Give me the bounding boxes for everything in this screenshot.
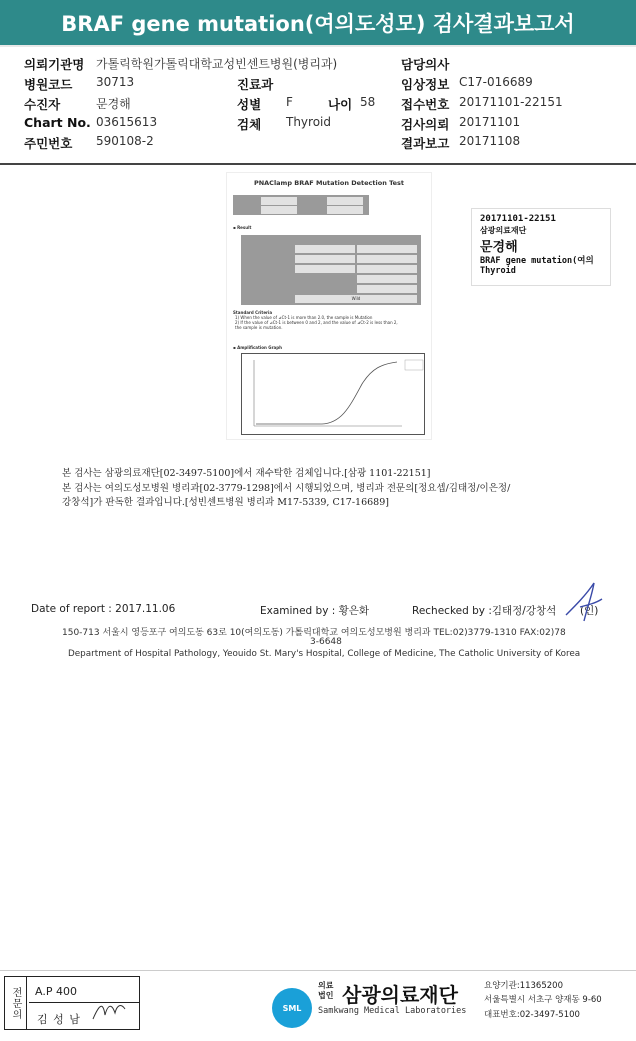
org-name: 삼광의료재단 — [342, 983, 458, 1007]
code-label: 병원코드 — [24, 77, 73, 92]
result-cell — [357, 265, 417, 273]
note-line: 본 검사는 여의도성모병원 병리과[02-3779-1298]에서 시행되었으며, 병리과 전문의[정요셉/김태정/이은정/ — [62, 482, 511, 494]
sticker-org: 삼광의료재단 — [480, 226, 527, 235]
examined-by: Examined by : 황은화 — [260, 605, 370, 617]
specialist-stamp — [4, 976, 140, 1030]
sticker-test: BRAF gene mutation(여의 — [480, 256, 594, 266]
sticker-number: 20171101-22151 — [480, 214, 556, 224]
rechecked-by: Rechecked by :김태정/강창석 — [412, 605, 557, 617]
org-address: 서울특별시 서초구 양재동 9-60 — [484, 995, 602, 1005]
org-english-name: Samkwang Medical Laboratories — [318, 1006, 467, 1016]
stamp-license: A.P 400 — [35, 985, 77, 998]
sample-id2-cell — [327, 206, 363, 214]
stamp-signature — [89, 995, 129, 1025]
hospital-address-cont: 3-6648 — [310, 637, 342, 647]
criteria-line: 1) When the value of ⊿Ct-1 is more than 2.0, the sample is Mutation — [235, 315, 373, 320]
request-label: 검사의뢰 — [401, 117, 450, 132]
specimen-label: 검체 — [237, 117, 262, 132]
criteria-line: the sample is mutation. — [235, 325, 283, 330]
result-cell — [295, 245, 355, 253]
clinical-label: 임상정보 — [401, 77, 450, 92]
result-value: 20171108 — [459, 134, 521, 148]
sex-label: 성별 — [237, 97, 262, 112]
criteria-line: 2) If the value of ⊿Ct-1 is between 0 and 2, and the value of ⊿Ct-2 is less than 2, — [235, 320, 398, 325]
receipt-label: 접수번호 — [401, 97, 450, 112]
stamp-side-label: 전문의 — [5, 977, 27, 1029]
doctor-label: 담당의사 — [401, 57, 450, 72]
clinical-value: C17-016689 — [459, 75, 533, 89]
criteria-header: Standard Criteria — [233, 310, 273, 315]
id-value: 590108-2 — [96, 134, 154, 148]
department-line: Department of Hospital Pathology, Yeouido St. Mary's Hospital, College of Medicine, The Catholic University of Korea — [68, 649, 581, 659]
stamp-name: 김 성 남 — [37, 1013, 81, 1026]
note-line: 강창석]가 판독한 결과입니다.[성빈센트병원 병리과 M17-5339, C17-16689] — [62, 497, 389, 508]
graph-header: ▪ Amplification Graph — [233, 345, 282, 350]
receipt-value: 20171101-22151 — [459, 95, 563, 109]
sample-id-cell — [327, 197, 363, 205]
hospital-address: 150-713 서울시 영등포구 여의도동 63로 10(여의도동) 가톨릭대학교 여의도성모병원 병리과 TEL:02)3779-1310 FAX:02)78 — [62, 628, 566, 638]
sticker-patient: 문경해 — [480, 240, 518, 255]
code-value: 30713 — [96, 75, 135, 89]
report-scan-title: PNAClamp BRAF Mutation Detection Test — [253, 179, 405, 187]
patient-value: 문경해 — [96, 97, 131, 111]
amplification-graph — [241, 353, 425, 435]
patient-label: 수진자 — [24, 97, 61, 112]
note-line: 본 검사는 삼광의료재단[02-3497-5100]에서 재수탁한 검체입니다.[삼광 1101-22151] — [62, 468, 431, 479]
sml-logo: SML — [272, 988, 312, 1028]
dept-label: 진료과 — [237, 77, 274, 92]
result-label: 결과보고 — [401, 136, 450, 151]
hospital-label: 의뢰기관명 — [24, 57, 85, 72]
report-title: BRAF gene mutation(여의도성모) 검사결과보고서 — [0, 0, 636, 47]
org-code: 요양기관:11365200 — [484, 981, 563, 991]
hospital-value: 가톨릭학원가톨릭대학교성빈센트병원(병리과) — [96, 57, 338, 71]
seal-mark: (인) — [580, 605, 599, 617]
sticker-specimen: Thyroid — [480, 266, 516, 276]
specimen-value: Thyroid — [286, 115, 331, 129]
sample-type-cell — [261, 206, 297, 214]
id-label: 주민번호 — [24, 136, 73, 151]
request-value: 20171101 — [459, 115, 521, 129]
amplification-curve — [242, 354, 426, 436]
report-notes — [62, 467, 582, 511]
result-cell — [357, 245, 417, 253]
result-cell — [357, 275, 417, 283]
org-prefix: 의료 법인 — [318, 981, 334, 1000]
result-cell — [295, 265, 355, 273]
result-cell — [357, 285, 417, 293]
org-phone: 대표번호:02-3497-5100 — [484, 1010, 580, 1020]
footer-bar — [0, 970, 636, 1041]
age-value: 58 — [360, 95, 376, 109]
chart-label: Chart No. — [24, 115, 91, 130]
age-label: 나이 — [328, 97, 353, 112]
sex-value: F — [286, 95, 293, 109]
specimen-sticker — [471, 208, 611, 286]
patient-info — [0, 52, 636, 162]
sample-name-cell — [261, 197, 297, 205]
date-of-report: Date of report : 2017.11.06 — [31, 603, 176, 615]
result-header: ▪ Result — [233, 225, 252, 230]
embedded-report-scan — [226, 172, 432, 440]
result-cell — [357, 255, 417, 263]
result-cell — [295, 255, 355, 263]
chart-value: 03615613 — [96, 115, 158, 129]
handwritten-signature — [558, 575, 608, 625]
result-final-cell: Wild — [295, 295, 417, 303]
header-divider — [0, 163, 636, 165]
